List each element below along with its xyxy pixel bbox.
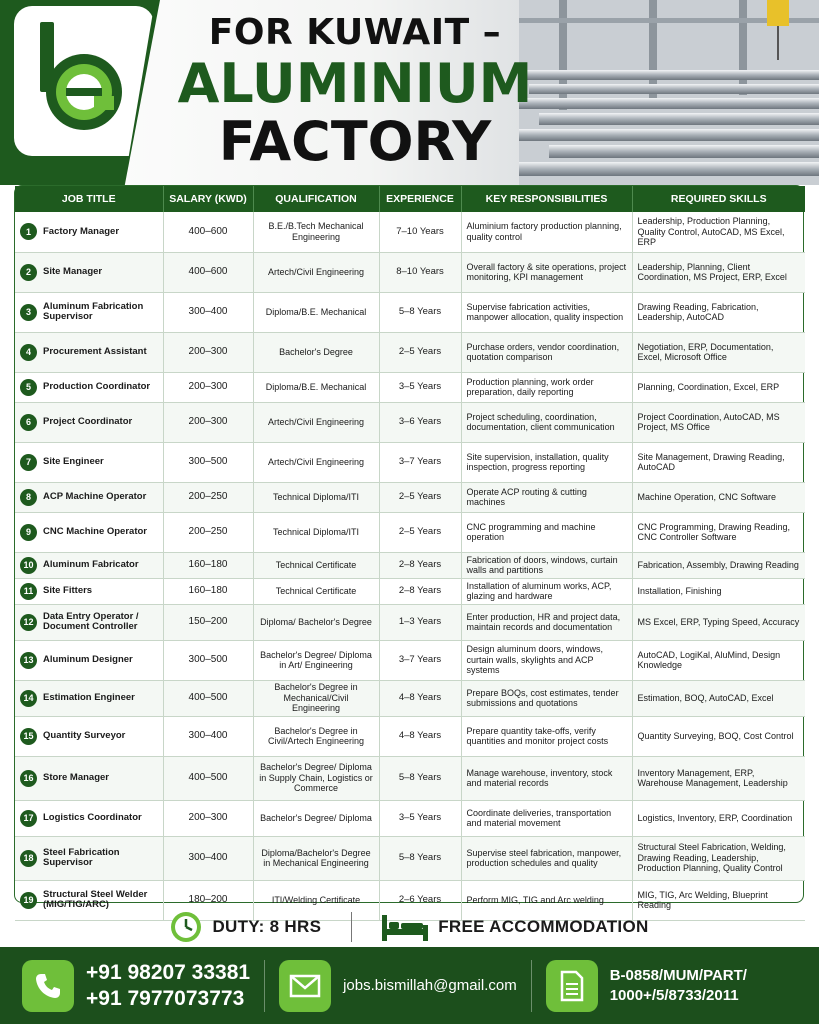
email-address[interactable]: jobs.bismillah@gmail.com: [343, 977, 517, 994]
row-number-badge: 2: [20, 264, 37, 281]
job-title-cell: [15, 292, 163, 332]
row-number-badge: 16: [20, 770, 37, 787]
table-body: [15, 212, 805, 920]
job-title: Aluminum Fabrication Supervisor: [43, 300, 144, 322]
qualification-cell: Diploma/B.E. Mechanical: [253, 292, 379, 332]
experience-cell: 2–5 Years: [379, 332, 461, 372]
salary-cell: 160–180: [163, 552, 253, 578]
benefits-strip: [0, 905, 819, 949]
job-title-cell: [15, 372, 163, 402]
qualification-cell: Bachelor's Degree/ Diploma in Art/ Engineering: [253, 640, 379, 680]
skills-cell: Machine Operation, CNC Software: [632, 482, 805, 512]
experience-cell: 8–10 Years: [379, 252, 461, 292]
experience-cell: 5–8 Years: [379, 292, 461, 332]
experience-cell: 3–7 Years: [379, 640, 461, 680]
row-number-badge: 3: [20, 304, 37, 321]
job-title-cell: [15, 578, 163, 604]
qualification-cell: Artech/Civil Engineering: [253, 402, 379, 442]
title-line-3: FACTORY: [218, 110, 492, 173]
salary-cell: 400–600: [163, 252, 253, 292]
responsibilities-cell: Production planning, work order preparation, daily reporting: [461, 372, 632, 402]
job-title-cell: [15, 756, 163, 800]
skills-cell: Quantity Surveying, BOQ, Cost Control: [632, 716, 805, 756]
phone-icon: [22, 960, 74, 1012]
table-row: [15, 212, 805, 252]
col-header-job-title: JOB TITLE: [15, 186, 163, 212]
job-title: Estimation Engineer: [43, 691, 135, 703]
job-title-cell: [15, 680, 163, 716]
salary-cell: 160–180: [163, 578, 253, 604]
qualification-cell: Technical Diploma/ITI: [253, 512, 379, 552]
accommodation: [382, 913, 648, 941]
responsibilities-cell: Perform MIG, TIG and Arc welding: [461, 880, 632, 920]
qualification-cell: Diploma/Bachelor's Degree in Mechanical Engineering: [253, 836, 379, 880]
job-title: CNC Machine Operator: [43, 525, 147, 537]
row-number-badge: 13: [20, 652, 37, 669]
responsibilities-cell: Operate ACP routing & cutting machines: [461, 482, 632, 512]
salary-cell: 200–300: [163, 332, 253, 372]
table-row: [15, 800, 805, 836]
table-row: [15, 604, 805, 640]
table-row: [15, 756, 805, 800]
qualification-cell: Artech/Civil Engineering: [253, 442, 379, 482]
row-number-badge: 4: [20, 344, 37, 361]
job-title-cell: [15, 212, 163, 252]
responsibilities-cell: Purchase orders, vendor coordination, quotation comparison: [461, 332, 632, 372]
responsibilities-cell: Installation of aluminum works, ACP, glazing and hardware: [461, 578, 632, 604]
row-number-badge: 8: [20, 489, 37, 506]
job-title-cell: [15, 836, 163, 880]
divider: [351, 912, 352, 942]
job-title: Aluminum Fabricator: [43, 558, 139, 570]
table-row: [15, 836, 805, 880]
header: [0, 0, 819, 185]
experience-cell: 5–8 Years: [379, 836, 461, 880]
responsibilities-cell: Prepare quantity take-offs, verify quantities and monitor project costs: [461, 716, 632, 756]
salary-cell: 200–300: [163, 402, 253, 442]
experience-cell: 2–5 Years: [379, 512, 461, 552]
row-number-badge: 18: [20, 850, 37, 867]
table-row: [15, 680, 805, 716]
row-number-badge: 5: [20, 379, 37, 396]
experience-cell: 2–5 Years: [379, 482, 461, 512]
salary-cell: 180–200: [163, 880, 253, 920]
job-title: Site Manager: [43, 265, 103, 277]
footer-divider: [531, 960, 532, 1012]
job-title: Logistics Coordinator: [43, 811, 142, 823]
job-title-cell: [15, 442, 163, 482]
skills-cell: Fabrication, Assembly, Drawing Reading: [632, 552, 805, 578]
title-line-1: FOR KUWAIT –: [208, 12, 502, 53]
row-number-badge: 19: [20, 892, 37, 909]
qualification-cell: Bachelor's Degree in Mechanical/Civil Engineering: [253, 680, 379, 716]
skills-cell: Inventory Management, ERP, Warehouse Management, Leadership: [632, 756, 805, 800]
qualification-cell: Diploma/ Bachelor's Degree: [253, 604, 379, 640]
table-row: [15, 372, 805, 402]
license-block: [546, 960, 747, 1012]
salary-cell: 200–300: [163, 800, 253, 836]
experience-cell: 3–5 Years: [379, 800, 461, 836]
responsibilities-cell: Aluminium factory production planning, quality control: [461, 212, 632, 252]
job-title: Site Fitters: [43, 584, 93, 596]
experience-cell: 7–10 Years: [379, 212, 461, 252]
row-number-badge: 9: [20, 524, 37, 541]
bed-icon: [382, 913, 428, 941]
table-row: [15, 716, 805, 756]
responsibilities-cell: Overall factory & site operations, project monitoring, KPI management: [461, 252, 632, 292]
experience-cell: 2–8 Years: [379, 552, 461, 578]
job-title-cell: [15, 512, 163, 552]
salary-cell: 400–500: [163, 756, 253, 800]
title-line-2: ALUMINIUM: [177, 52, 533, 115]
footer-divider: [264, 960, 265, 1012]
table-row: [15, 482, 805, 512]
responsibilities-cell: Supervise fabrication activities, manpower allocation, quality inspection: [461, 292, 632, 332]
job-title: Data Entry Operator / Document Controller: [43, 610, 139, 632]
jobs-table: [14, 185, 804, 910]
job-title: Quantity Surveyor: [43, 729, 126, 741]
qualification-cell: B.E./B.Tech Mechanical Engineering: [253, 212, 379, 252]
row-number-badge: 11: [20, 583, 37, 600]
document-icon: [546, 960, 598, 1012]
salary-cell: 200–300: [163, 372, 253, 402]
row-number-badge: 17: [20, 810, 37, 827]
phone-block: [22, 960, 250, 1012]
col-header-salary: SALARY (KWD): [163, 186, 253, 212]
qualification-cell: Bachelor's Degree/ Diploma in Supply Chain, Logistics or Commerce: [253, 756, 379, 800]
col-header-qualification: QUALIFICATION: [253, 186, 379, 212]
salary-cell: 300–500: [163, 640, 253, 680]
salary-cell: 400–600: [163, 212, 253, 252]
job-title-cell: [15, 552, 163, 578]
experience-cell: 3–6 Years: [379, 402, 461, 442]
table-row: [15, 292, 805, 332]
job-title: Store Manager: [43, 771, 109, 783]
phone-number-2[interactable]: +91 7977073773: [86, 986, 245, 1010]
job-title-cell: [15, 482, 163, 512]
row-number-badge: 14: [20, 690, 37, 707]
job-title-cell: [15, 402, 163, 442]
skills-cell: Leadership, Production Planning, Quality Control, AutoCAD, MS Excel, ERP: [632, 212, 805, 252]
skills-cell: MIG, TIG, Arc Welding, Blueprint Reading: [632, 880, 805, 920]
responsibilities-cell: CNC programming and machine operation: [461, 512, 632, 552]
experience-cell: 3–7 Years: [379, 442, 461, 482]
table-row: [15, 252, 805, 292]
job-title: ACP Machine Operator: [43, 490, 147, 502]
job-title: Structural Steel Welder (MIG/TIG/ARC): [43, 888, 148, 910]
responsibilities-cell: Manage warehouse, inventory, stock and material records: [461, 756, 632, 800]
qualification-cell: Diploma/B.E. Mechanical: [253, 372, 379, 402]
row-number-badge: 12: [20, 614, 37, 631]
job-title: Project Coordinator: [43, 415, 133, 427]
table-row: [15, 640, 805, 680]
skills-cell: Leadership, Planning, Client Coordination, MS Project, ERP, Excel: [632, 252, 805, 292]
job-title: Production Coordinator: [43, 380, 151, 392]
job-title: Aluminum Designer: [43, 653, 133, 665]
salary-cell: 200–250: [163, 512, 253, 552]
skills-cell: Planning, Coordination, Excel, ERP: [632, 372, 805, 402]
salary-cell: 200–250: [163, 482, 253, 512]
salary-cell: 300–400: [163, 292, 253, 332]
table-row: [15, 332, 805, 372]
salary-cell: 400–500: [163, 680, 253, 716]
salary-cell: 300–400: [163, 716, 253, 756]
clock-icon: [170, 911, 202, 943]
job-title: Procurement Assistant: [43, 345, 147, 357]
factory-background-image: [519, 0, 819, 185]
qualification-cell: Bachelor's Degree in Civil/Artech Engineering: [253, 716, 379, 756]
duty-hours-label: DUTY: 8 HRS: [212, 917, 322, 936]
responsibilities-cell: Design aluminum doors, windows, curtain walls, skylights and ACP systems: [461, 640, 632, 680]
skills-cell: Project Coordination, AutoCAD, MS Project, MS Office: [632, 402, 805, 442]
qualification-cell: Technical Certificate: [253, 578, 379, 604]
license-number-line-2: 1000+/5/8733/2011: [609, 986, 739, 1004]
row-number-badge: 15: [20, 728, 37, 745]
qualification-cell: Technical Diploma/ITI: [253, 482, 379, 512]
col-header-skills: REQUIRED SKILLS: [632, 186, 805, 212]
qualification-cell: Bachelor's Degree/ Diploma: [253, 800, 379, 836]
phone-number-1[interactable]: +91 98207 33381: [86, 960, 251, 984]
skills-cell: Negotiation, ERP, Documentation, Excel, Microsoft Office: [632, 332, 805, 372]
qualification-cell: Technical Certificate: [253, 552, 379, 578]
qualification-cell: ITI/Welding Certificate: [253, 880, 379, 920]
license-number-line-1: B-0858/MUM/PART/: [609, 966, 747, 984]
responsibilities-cell: Site supervision, installation, quality inspection, progress reporting: [461, 442, 632, 482]
salary-cell: 150–200: [163, 604, 253, 640]
experience-cell: 4–8 Years: [379, 680, 461, 716]
responsibilities-cell: Enter production, HR and project data, maintain records and documentation: [461, 604, 632, 640]
responsibilities-cell: Coordinate deliveries, transportation and material movement: [461, 800, 632, 836]
table-row: [15, 442, 805, 482]
experience-cell: 2–6 Years: [379, 880, 461, 920]
col-header-responsibilities: KEY RESPONSIBILITIES: [461, 186, 632, 212]
table-row: [15, 578, 805, 604]
qualification-cell: Artech/Civil Engineering: [253, 252, 379, 292]
row-number-badge: 1: [20, 223, 37, 240]
qualification-cell: Bachelor's Degree: [253, 332, 379, 372]
job-title: Site Engineer: [43, 455, 104, 467]
row-number-badge: 7: [20, 454, 37, 471]
job-title-cell: [15, 800, 163, 836]
skills-cell: AutoCAD, LogiKal, AluMind, Design Knowledge: [632, 640, 805, 680]
duty-hours: [170, 911, 321, 943]
skills-cell: MS Excel, ERP, Typing Speed, Accuracy: [632, 604, 805, 640]
experience-cell: 3–5 Years: [379, 372, 461, 402]
experience-cell: 5–8 Years: [379, 756, 461, 800]
experience-cell: 1–3 Years: [379, 604, 461, 640]
responsibilities-cell: Prepare BOQs, cost estimates, tender submissions and quotations: [461, 680, 632, 716]
row-number-badge: 10: [20, 557, 37, 574]
responsibilities-cell: Supervise steel fabrication, manpower, production schedules and quality: [461, 836, 632, 880]
job-title-cell: [15, 252, 163, 292]
job-title-cell: [15, 604, 163, 640]
skills-cell: Estimation, BOQ, AutoCAD, Excel: [632, 680, 805, 716]
job-title-cell: [15, 716, 163, 756]
table-row: [15, 402, 805, 442]
mail-icon: [279, 960, 331, 1012]
row-number-badge: 6: [20, 414, 37, 431]
job-title: Factory Manager: [43, 225, 120, 237]
responsibilities-cell: Fabrication of doors, windows, curtain walls and partitions: [461, 552, 632, 578]
email-block: [279, 960, 517, 1012]
footer: [0, 947, 819, 1024]
experience-cell: 2–8 Years: [379, 578, 461, 604]
table-row: [15, 512, 805, 552]
table-header-row: [15, 186, 805, 212]
job-title: Steel Fabrication Supervisor: [43, 846, 120, 868]
skills-cell: Logistics, Inventory, ERP, Coordination: [632, 800, 805, 836]
skills-cell: Installation, Finishing: [632, 578, 805, 604]
salary-cell: 300–500: [163, 442, 253, 482]
responsibilities-cell: Project scheduling, coordination, documentation, client communication: [461, 402, 632, 442]
job-title-cell: [15, 332, 163, 372]
col-header-experience: EXPERIENCE: [379, 186, 461, 212]
be-logo-icon: [32, 20, 132, 140]
job-title-cell: [15, 640, 163, 680]
skills-cell: Structural Steel Fabrication, Welding, Drawing Reading, Leadership, Production Planning, Quality Control: [632, 836, 805, 880]
accommodation-label: FREE ACCOMMODATION: [438, 917, 649, 936]
experience-cell: 4–8 Years: [379, 716, 461, 756]
skills-cell: CNC Programming, Drawing Reading, CNC Controller Software: [632, 512, 805, 552]
skills-cell: Drawing Reading, Fabrication, Leadership, AutoCAD: [632, 292, 805, 332]
skills-cell: Site Management, Drawing Reading, AutoCAD: [632, 442, 805, 482]
table-row: [15, 552, 805, 578]
salary-cell: 300–400: [163, 836, 253, 880]
